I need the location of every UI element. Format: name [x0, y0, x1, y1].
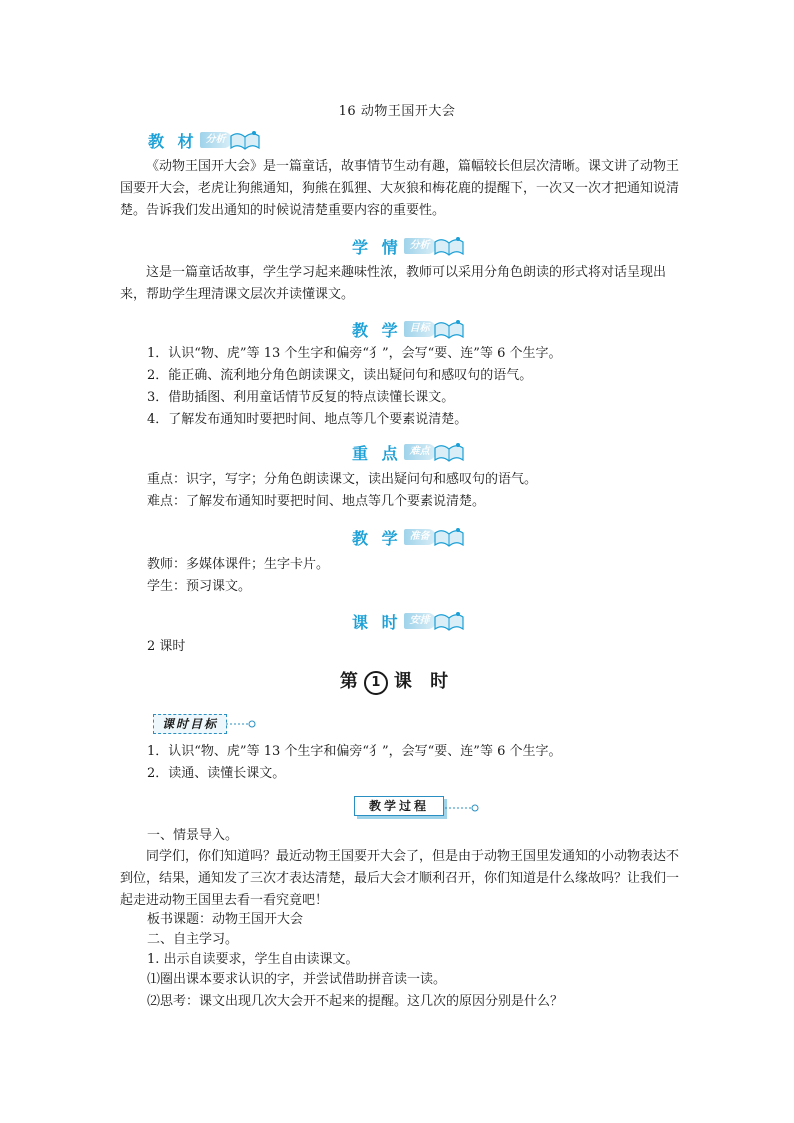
students-paragraph: 这是一篇童话故事，学生学习起来趣味性浓，教师可以采用分角色朗读的形式将对话呈现出来，帮助学生理清课文层次并读懂课文。	[120, 265, 667, 302]
process-text: ⑵思考：课文出现几次大会开不起来的提醒。这几次的原因分别是什么？	[147, 994, 564, 1009]
open-book-icon	[432, 609, 466, 633]
goal-item: 4．了解发布通知时要把时间、地点等几个要素说清楚。	[147, 412, 468, 427]
page-title: 16 动物王国开大会	[338, 104, 456, 119]
process-heading: 二、自主学习。	[147, 932, 239, 947]
lesson-goal-item: 1．认识“物、虎”等 13 个生字和偏旁“犭”，会写“要、连”等 6 个生字。	[147, 744, 562, 759]
keypoint-item: 难点：了解发布通知时要把时间、地点等几个要素说清楚。	[147, 494, 486, 509]
open-book-icon	[432, 440, 466, 464]
lesson-goals-tag	[153, 714, 227, 734]
lesson-prefix: 第	[339, 671, 364, 692]
lesson-suffix: 课 时	[393, 671, 455, 692]
process-text: ⑴圈出课本要求认识的字，并尝试借助拼音读一读。	[147, 972, 447, 987]
dots-decoration-icon	[226, 719, 256, 729]
section-heading-main: 课 时	[352, 612, 402, 632]
process-text: 1. 出示自读要求，学生自由读课文。	[147, 952, 359, 967]
keypoint-item: 重点：识字，写字；分角色朗读课文，读出疑问句和感叹句的语气。	[147, 472, 538, 487]
process-heading: 一、情景导入。	[147, 828, 239, 843]
prep-item: 学生：预习课文。	[147, 579, 252, 594]
open-book-icon	[228, 128, 262, 152]
section-heading-tag: 安排	[404, 613, 436, 629]
dots-decoration-icon	[445, 803, 479, 813]
section-heading-analysis	[148, 128, 262, 152]
process-label: 教学过程	[369, 799, 430, 813]
section-heading-main: 教 学	[352, 528, 402, 548]
section-heading-students	[352, 234, 466, 258]
open-book-icon	[432, 525, 466, 549]
section-heading-main: 重 点	[352, 443, 402, 463]
section-heading-tag: 分析	[200, 132, 232, 148]
goal-item: 1．认识“物、虎”等 13 个生字和偏旁“犭”，会写“要、连”等 6 个生字。	[147, 346, 562, 361]
section-heading-tag: 准备	[404, 529, 436, 545]
lesson-goals-label: 课时目标	[162, 717, 219, 731]
goal-item: 3．借助插图、利用童话情节反复的特点读懂长课文。	[147, 390, 455, 405]
section-heading-tag: 分析	[404, 238, 436, 254]
section-heading-prep	[352, 525, 466, 549]
open-book-icon	[432, 234, 466, 258]
analysis-paragraph: 《动物王国开大会》是一篇童话，故事情节生动有趣，篇幅较长但层次清晰。课文讲了动物王国要开大会，老虎让狗熊通知，狗熊在狐狸、大灰狼和梅花鹿的提醒下，一次又一次才把通知说清楚。告诉我们发出通知的时候说清楚重要内容的重要性。	[120, 159, 680, 218]
process-paragraph: 同学们，你们知道吗？最近动物王国要开大会了，但是由于动物王国里发通知的小动物表达不到位，结果，通知发了三次才表达清楚，最后大会才顺利召开，你们知道是什么缘故吗？让我们一起走进动物王国里去看一看究竟吧！	[120, 849, 680, 908]
prep-item: 教师：多媒体课件；生字卡片。	[147, 557, 330, 572]
open-book-icon	[432, 317, 466, 341]
lesson-goal-item: 2．读通、读懂长课文。	[147, 766, 286, 781]
section-heading-main: 学 情	[352, 237, 402, 257]
section-heading-schedule	[352, 609, 466, 633]
lesson-heading	[0, 667, 794, 695]
section-heading-main: 教 学	[352, 320, 402, 340]
section-heading-tag: 目标	[404, 321, 436, 337]
lesson-number: 1	[364, 671, 388, 695]
schedule-text: 2 课时	[147, 639, 186, 654]
goal-item: 2．能正确、流利地分角色朗读课文，读出疑问句和感叹句的语气。	[147, 368, 533, 383]
section-heading-tag: 难点	[404, 444, 436, 460]
section-heading-main: 教 材	[148, 131, 198, 151]
section-heading-keypoints	[352, 440, 466, 464]
process-text: 板书课题：动物王国开大会	[147, 912, 304, 927]
section-heading-goals	[352, 317, 466, 341]
process-tag	[354, 796, 444, 816]
